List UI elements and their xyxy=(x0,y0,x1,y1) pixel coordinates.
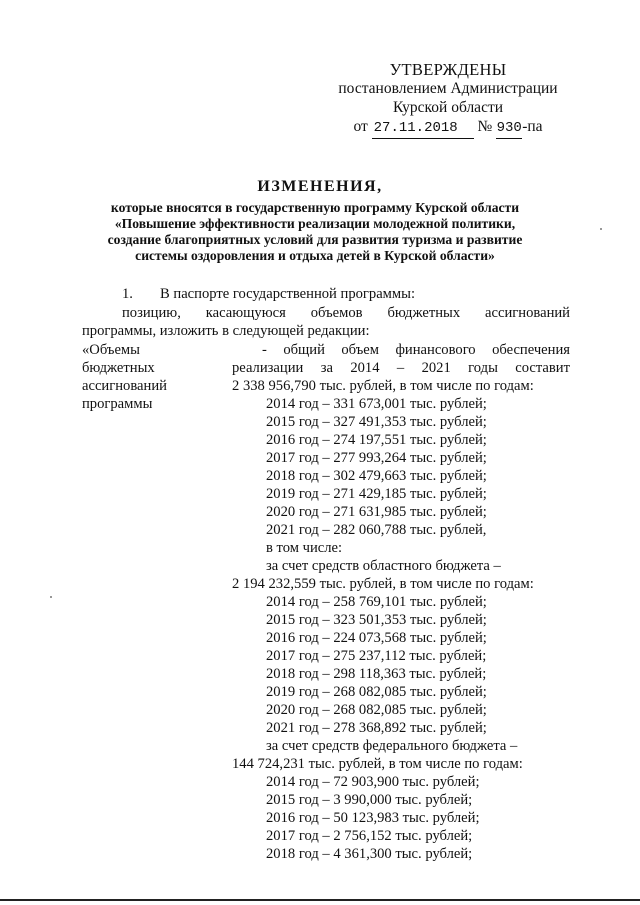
left-cell-line: бюджетных xyxy=(82,360,155,376)
approval-date-line xyxy=(338,117,558,139)
regional-year-line: 2018 год – 298 118,363 тыс. рублей; xyxy=(266,666,487,682)
regional-year-line: 2021 год – 278 368,892 тыс. рублей; xyxy=(266,720,487,736)
regional-label: за счет средств областного бюджета – xyxy=(266,558,501,574)
federal-total: 144 724,231 тыс. рублей, в том числе по годам: xyxy=(232,756,523,772)
including-label: в том числе: xyxy=(266,540,343,556)
total-year-line: 2014 год – 331 673,001 тыс. рублей; xyxy=(266,396,487,412)
total-line-2: реализации за 2014 – 2021 годы составит xyxy=(232,360,570,376)
total-year-line: 2015 год – 327 491,353 тыс. рублей; xyxy=(266,414,487,430)
page-bottom-edge xyxy=(0,899,640,901)
approval-date: 27.11.2018 xyxy=(372,119,474,139)
left-cell-line: ассигнований xyxy=(82,378,167,394)
approval-line-1: постановлением Администрации xyxy=(338,80,558,97)
intro-line-2: программы, изложить в следующей редакции: xyxy=(82,323,370,339)
total-year-line: 2020 год – 271 631,985 тыс. рублей; xyxy=(266,504,487,520)
number-prefix: № xyxy=(477,118,493,135)
regional-year-line: 2019 год – 268 082,085 тыс. рублей; xyxy=(266,684,487,700)
approval-title: УТВЕРЖДЕНЫ xyxy=(389,60,507,79)
subheading-line: создание благоприятных условий для развития туризма и развитие xyxy=(107,232,523,247)
document-heading: ИЗМЕНЕНИЯ, xyxy=(257,178,383,195)
subheading-line: «Повышение эффективности реализации молодежной политики, xyxy=(114,216,516,231)
subheading-line: системы оздоровления и отдыха детей в Курской области» xyxy=(135,248,495,263)
federal-year-line: 2018 год – 4 361,300 тыс. рублей; xyxy=(266,846,473,862)
intro-line-1: позицию, касающуюся объемов бюджетных ассигнований xyxy=(122,305,570,321)
regional-year-line: 2015 год – 323 501,353 тыс. рублей; xyxy=(266,612,487,628)
regional-year-line: 2016 год – 224 073,568 тыс. рублей; xyxy=(266,630,487,646)
item-number: 1. xyxy=(122,286,133,302)
regional-total: 2 194 232,559 тыс. рублей, в том числе по годам: xyxy=(232,576,534,592)
total-year-line: 2017 год – 277 993,264 тыс. рублей; xyxy=(266,450,487,466)
date-prefix: от xyxy=(353,118,368,135)
total-line-1: - общий объем финансового обеспечения xyxy=(262,342,570,358)
left-cell-line: программы xyxy=(82,396,153,412)
left-cell-line: «Объемы xyxy=(82,342,140,358)
approval-number: 930 xyxy=(496,119,522,139)
total-year-line: 2021 год – 282 060,788 тыс. рублей, xyxy=(266,522,487,538)
federal-label: за счет средств федерального бюджета – xyxy=(266,738,518,754)
regional-year-line: 2020 год – 268 082,085 тыс. рублей; xyxy=(266,702,487,718)
approval-line-2: Курской области xyxy=(392,99,504,116)
federal-year-line: 2017 год – 2 756,152 тыс. рублей; xyxy=(266,828,473,844)
total-year-line: 2016 год – 274 197,551 тыс. рублей; xyxy=(266,432,487,448)
total-line-3: 2 338 956,790 тыс. рублей, в том числе по годам: xyxy=(232,378,534,394)
federal-year-line: 2016 год – 50 123,983 тыс. рублей; xyxy=(266,810,480,826)
item-text: В паспорте государственной программы: xyxy=(160,286,416,302)
regional-year-line: 2017 год – 275 237,112 тыс. рублей; xyxy=(266,648,487,664)
total-year-line: 2019 год – 271 429,185 тыс. рублей; xyxy=(266,486,487,502)
federal-year-line: 2015 год – 3 990,000 тыс. рублей; xyxy=(266,792,473,808)
total-year-line: 2018 год – 302 479,663 тыс. рублей; xyxy=(266,468,487,484)
scan-speck xyxy=(50,596,52,598)
regional-year-line: 2014 год – 258 769,101 тыс. рублей; xyxy=(266,594,487,610)
scan-speck xyxy=(600,228,602,230)
document-subheading xyxy=(80,200,550,264)
number-suffix: -па xyxy=(522,118,543,135)
approval-stamp xyxy=(338,60,558,139)
subheading-line: которые вносятся в государственную программу Курской области xyxy=(110,200,520,215)
federal-year-line: 2014 год – 72 903,900 тыс. рублей; xyxy=(266,774,480,790)
